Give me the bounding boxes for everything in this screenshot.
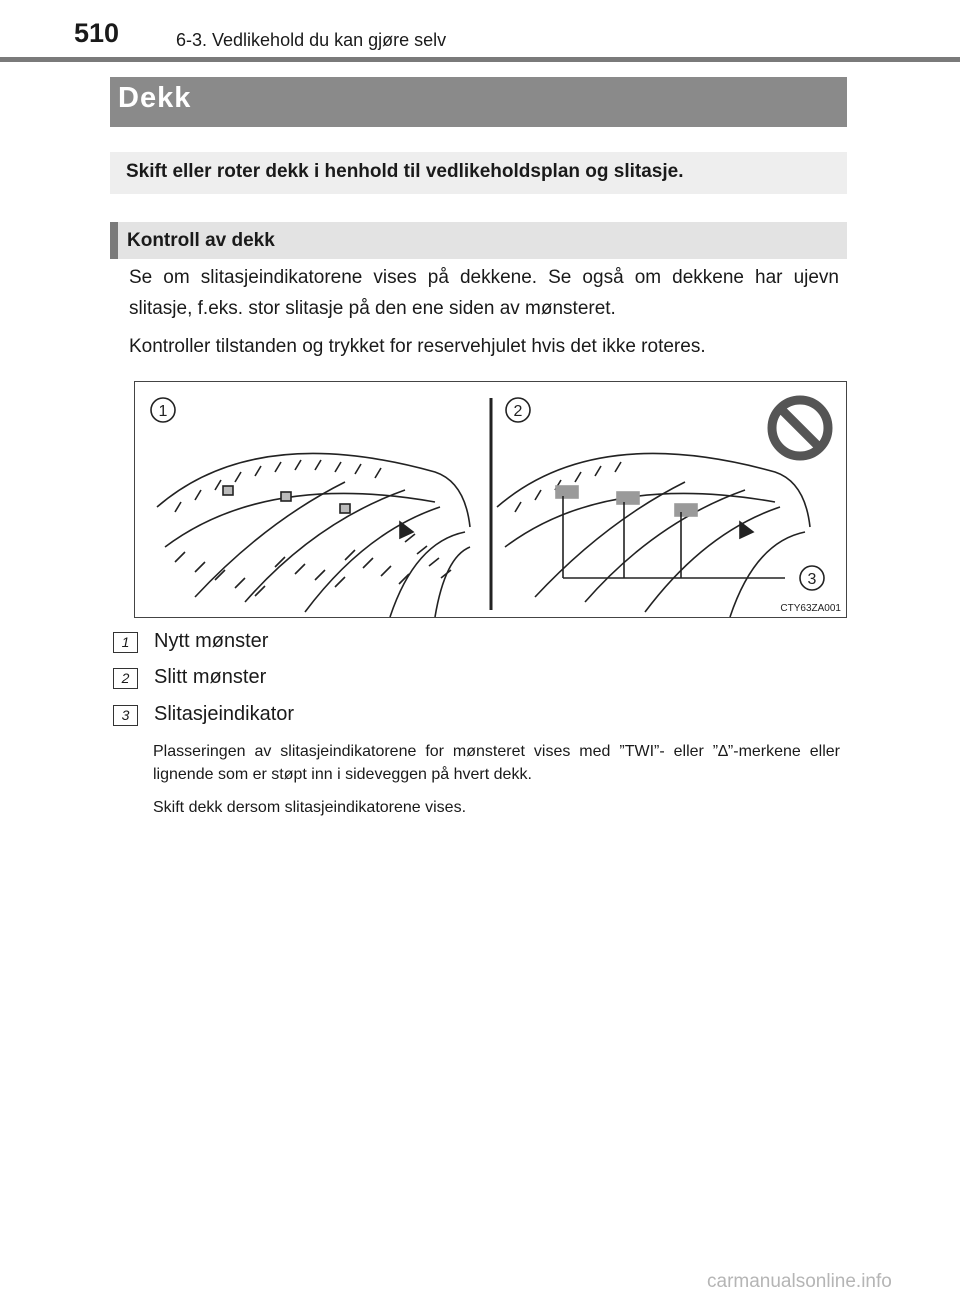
tire-illustration <box>135 382 848 619</box>
tire-tread-figure <box>134 381 847 618</box>
callout-3-label: 3 <box>807 571 817 588</box>
section-title: 6-3. Vedlikehold du kan gjøre selv <box>176 30 447 50</box>
subsection-accent <box>110 222 118 259</box>
prohibited-icon <box>772 400 828 456</box>
note-indicator-location: Plasseringen av slitasjeindikatorene for mønsteret vises med ”TWI”- eller ”∆”-merkene eller lignende som er støpt inn i sideveggen på hvert dekk. <box>153 743 840 783</box>
note-replace-tire: Skift dekk dersom slitasjeindikatorene vises. <box>153 799 467 816</box>
callout-2-label: 2 <box>513 403 523 420</box>
subsection-bar <box>110 222 847 259</box>
paragraph-spare-tire: Kontroller tilstanden og trykket for reservehjulet hvis det ikke roteres. <box>129 336 706 357</box>
subsection-title: Kontroll av dekk <box>127 230 275 251</box>
page-header <box>0 0 960 62</box>
legend-label-1: Nytt mønster <box>154 630 269 652</box>
page-number: 510 <box>74 18 120 48</box>
figure-code: CTY63ZA001 <box>780 603 841 614</box>
legend-badge-1: 1 <box>113 632 138 653</box>
worn-tread-tire-icon <box>497 453 810 617</box>
summary-text: Skift eller roter dekk i henhold til vedlikeholdsplan og slitasje. <box>126 161 684 182</box>
legend-label-3: Slitasjeindikator <box>154 703 295 725</box>
legend-badge-2: 2 <box>113 668 138 689</box>
page-title: Dekk <box>118 82 192 114</box>
summary-box <box>110 152 847 194</box>
new-tread-tire-icon <box>157 453 470 617</box>
legend-badge-3: 3 <box>113 705 138 726</box>
paragraph-wear-check: Se om slitasjeindikatorene vises på dekkene. Se også om dekkene har ujevn slitasje, f.eks. stor slitasje på den ene siden av mønsteret. <box>129 267 839 319</box>
callout-1-label: 1 <box>158 403 168 420</box>
header-rule <box>0 57 960 62</box>
watermark: carmanualsonline.info <box>707 1271 892 1292</box>
legend-label-2: Slitt mønster <box>154 666 267 688</box>
title-bar <box>110 77 847 127</box>
